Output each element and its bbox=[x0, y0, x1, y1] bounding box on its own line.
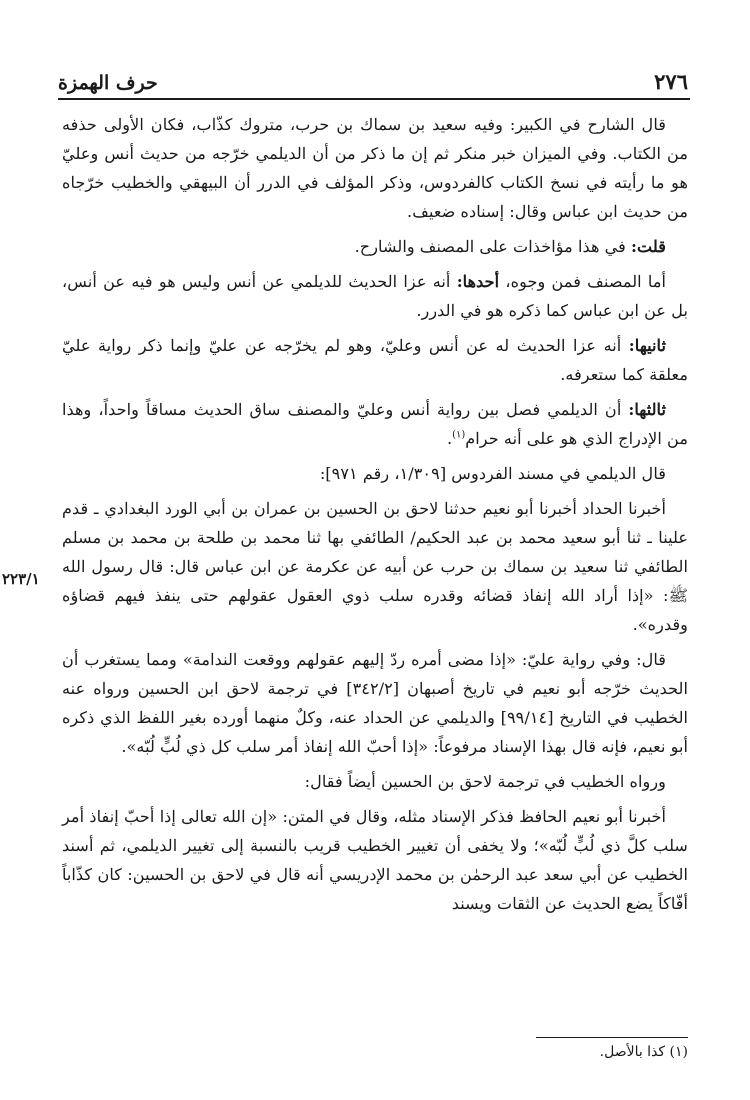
qult-text: في هذا مؤاخذات على المصنف والشارح. bbox=[354, 237, 632, 256]
paragraph-dailami-source: قال الديلمي في مسند الفردوس [١/٣٠٩، رقم ٩٧١]: bbox=[319, 464, 666, 483]
paragraph-qult bbox=[62, 232, 688, 261]
header-divider bbox=[58, 98, 690, 100]
hadith-number: ٢٢٣/١ bbox=[2, 570, 40, 588]
paragraph-khatib: ورواه الخطيب في ترجمة لاحق بن الحسين أيضاً فقال: bbox=[304, 772, 666, 791]
footnote-text: كذا بالأصل. bbox=[599, 1044, 670, 1060]
second-text: أنه عزا الحديث له عن أنس وعليّ، وهو لم يخرّجه عن عليّ وإنما ذكر رواية عليّ معلقة كما ستعرفه. bbox=[62, 336, 688, 384]
page-number: ٢٧٦ bbox=[654, 69, 688, 94]
third-text: أن الديلمي فصل بين رواية أنس وعليّ والمصنف ساق الحديث مساقاً واحداً، وهذا من الإدراج الذي هو على أنه حرام bbox=[62, 400, 688, 448]
paragraph-first-point bbox=[62, 267, 688, 325]
paragraph-second-point bbox=[62, 331, 688, 389]
footnote-marker: (١) bbox=[669, 1044, 688, 1060]
paragraph-sharih: قال الشارح في الكبير: وفيه سعيد بن سماك بن حرب، متروك كذّاب، فكان الأولى حذفه من الكتاب. وفي الميزان خبر منكر ثم إن ما ذكر من أن الديلمي خرّجه من حديث أنس وعليّ هو ما رأيته في نسخ الكتاب كالفردوس، وذكر المؤلف في الدرر أن البيهقي والخطيب خرّجاه من حديث ابن عباس وقال: إسناده ضعيف. bbox=[62, 115, 688, 221]
paragraph-ali-narration: قال: وفي رواية عليّ: «إذا مضى أمره ردّ إليهم عقولهم ووقعت الندامة» ومما يستغرب أن الحديث خرّجه أبو نعيم في تاريخ أصبهان [٣٤٢/٢] في ترجمة لاحق ابن الحسين ورواه عنه الخطيب في التاريخ [٩٩/١٤] والديلمي عن الحداد عنه، وكلٌ منهما أورده بغير اللفظ الذي ذكره أبو نعيم، فإنه قال بهذا الإسناد مرفوعاً: «إذا أحبّ الله إنفاذ أمر سلب كل ذي لُبٍّ لُبّه». bbox=[62, 650, 689, 756]
paragraph-third-point bbox=[62, 395, 688, 453]
first-intro: أما المصنف فمن وجوه، bbox=[499, 272, 666, 291]
first-text: أنه عزا الحديث للديلمي عن أنس وليس هو فيه عن أنس، بل عن ابن عباس كما ذكره هو في الدرر. bbox=[62, 272, 688, 320]
footnote-reference[interactable]: (١) bbox=[452, 429, 466, 441]
chapter-title: حرف الهمزة bbox=[58, 72, 158, 94]
third-label: ثالثها: bbox=[628, 400, 666, 419]
paragraph-abu-nuaim: أخبرنا أبو نعيم الحافظ فذكر الإسناد مثله، وقال في المتن: «إن الله تعالى إذا أحبّ إنفاذ أمر سلب كلَّ ذي لُبٍّ لُبّه»؛ ولا يخفى أن تغيير الخطيب قريب بالنسبة إلى تغيير الديلمي، ثم أسند الخطيب عن أبي سعد عبد الرحمٰن بن محمد الإدريسي أنه قال في لاحق بن الحسين: كان كذّاباً أفّاكاً يضع الحديث عن الثقات ويسند bbox=[62, 807, 688, 913]
first-label: أحدها: bbox=[456, 272, 500, 291]
third-end: . bbox=[446, 429, 453, 448]
qult-label: قلت: bbox=[631, 237, 666, 256]
footnote bbox=[400, 1042, 688, 1062]
running-header bbox=[58, 62, 688, 94]
main-text bbox=[62, 110, 688, 924]
paragraph-isnad: أخبرنا الحداد أخبرنا أبو نعيم حدثنا لاحق بن الحسين بن عمران بن أبي الورد البغدادي ـ قدم علينا ـ ثنا أبو سعيد محمد بن عبد الحكيم/ الطائفي بها ثنا محمد بن طلحة بن محمد بن مسلم الطائفي ثنا سعيد بن سماك بن حرب عن أبيه عن عكرمة عن ابن عباس قال: قال رسول الله ﷺ: «إذا أراد الله إنفاذ قضائه وقدره سلب ذوي العقول عقولهم حتى ينفذ فيهم قضاؤه وقدره». bbox=[62, 499, 688, 634]
footnote-divider bbox=[536, 1037, 688, 1038]
second-label: ثانيها: bbox=[628, 336, 666, 355]
